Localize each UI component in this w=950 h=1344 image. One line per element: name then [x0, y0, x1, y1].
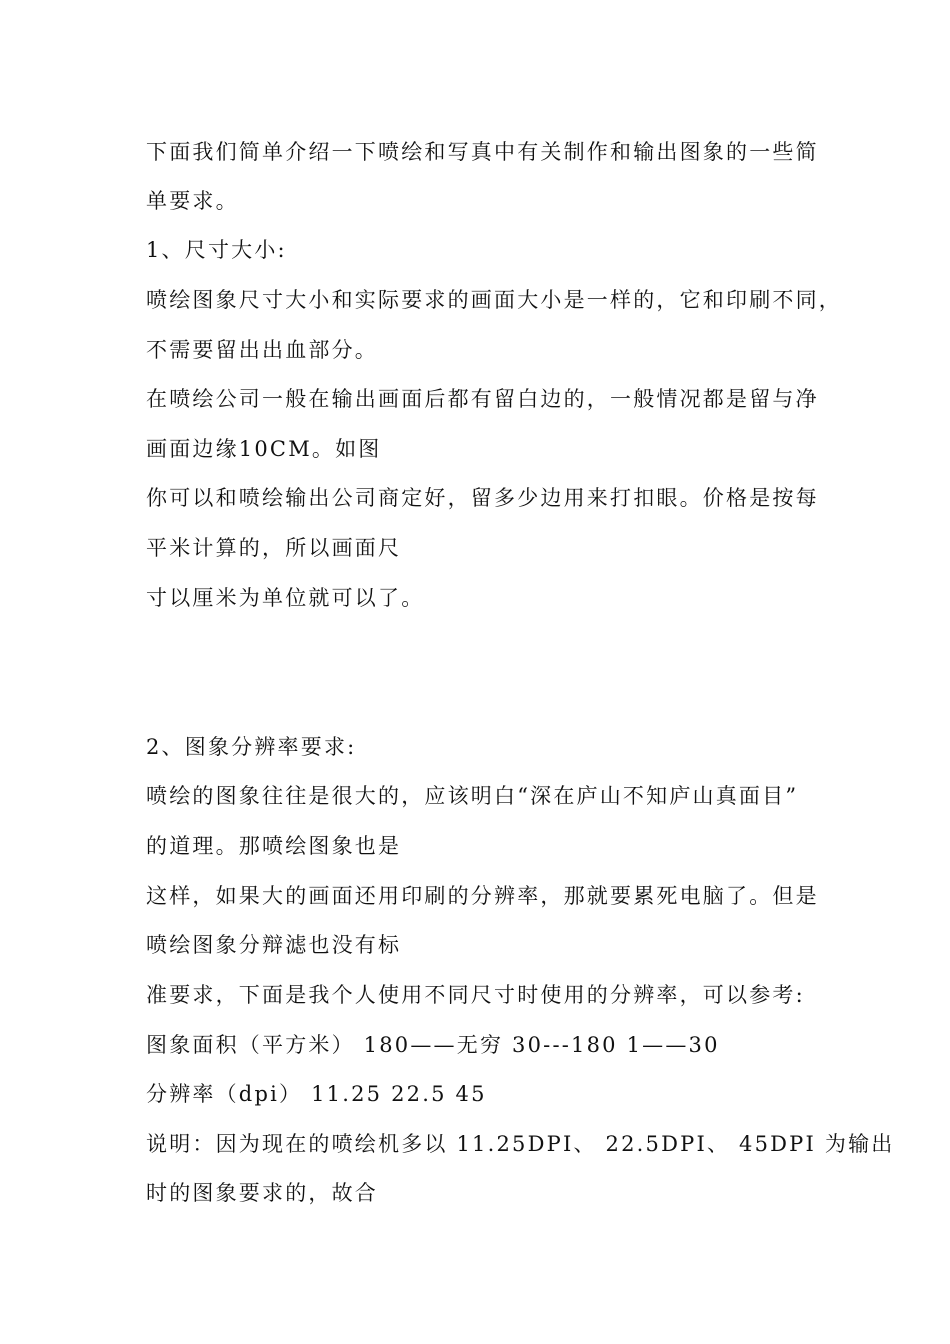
- section-heading-resolution: 2、图象分辨率要求:: [146, 735, 357, 759]
- paragraph-line: 喷绘的图象往往是很大的，应该明白“深在庐山不知庐山真面目”: [146, 784, 799, 808]
- paragraph-line: 你可以和喷绘输出公司商定好，留多少边用来打扣眼。价格是按每: [146, 486, 819, 510]
- paragraph-line: 时的图象要求的，故合: [146, 1181, 378, 1205]
- paragraph-line: 的道理。那喷绘图象也是: [146, 834, 402, 858]
- paragraph-line: 准要求，下面是我个人使用不同尺寸时使用的分辨率，可以参考:: [146, 983, 805, 1007]
- paragraph-line: 喷绘图象分辩滤也没有标: [146, 933, 402, 957]
- paragraph-line: 不需要留出出血部分。: [146, 338, 378, 362]
- area-range-row: 图象面积（平方米） 180——无穷 30---180 1——30: [146, 1033, 720, 1057]
- paragraph-line: 在喷绘公司一般在输出画面后都有留白边的，一般情况都是留与净: [146, 387, 819, 411]
- paragraph-line: 喷绘图象尺寸大小和实际要求的画面大小是一样的，它和印刷不同，: [146, 288, 842, 312]
- paragraph-line: 单要求。: [146, 189, 239, 213]
- paragraph-line: 说明：因为现在的喷绘机多以 11.25DPI、 22.5DPI、 45DPI 为输出: [146, 1132, 895, 1156]
- paragraph-line: 寸以厘米为单位就可以了。: [146, 586, 425, 610]
- paragraph-line: 这样，如果大的画面还用印刷的分辨率，那就要累死电脑了。但是: [146, 884, 819, 908]
- paragraph-line: 下面我们简单介绍一下喷绘和写真中有关制作和输出图象的一些简: [146, 140, 819, 164]
- paragraph-line: 平米计算的，所以画面尺: [146, 536, 402, 560]
- paragraph-line: 画面边缘10CM。如图: [146, 437, 382, 461]
- resolution-values-row: 分辨率（dpi） 11.25 22.5 45: [146, 1082, 487, 1106]
- section-heading-size: 1、尺寸大小:: [146, 238, 287, 262]
